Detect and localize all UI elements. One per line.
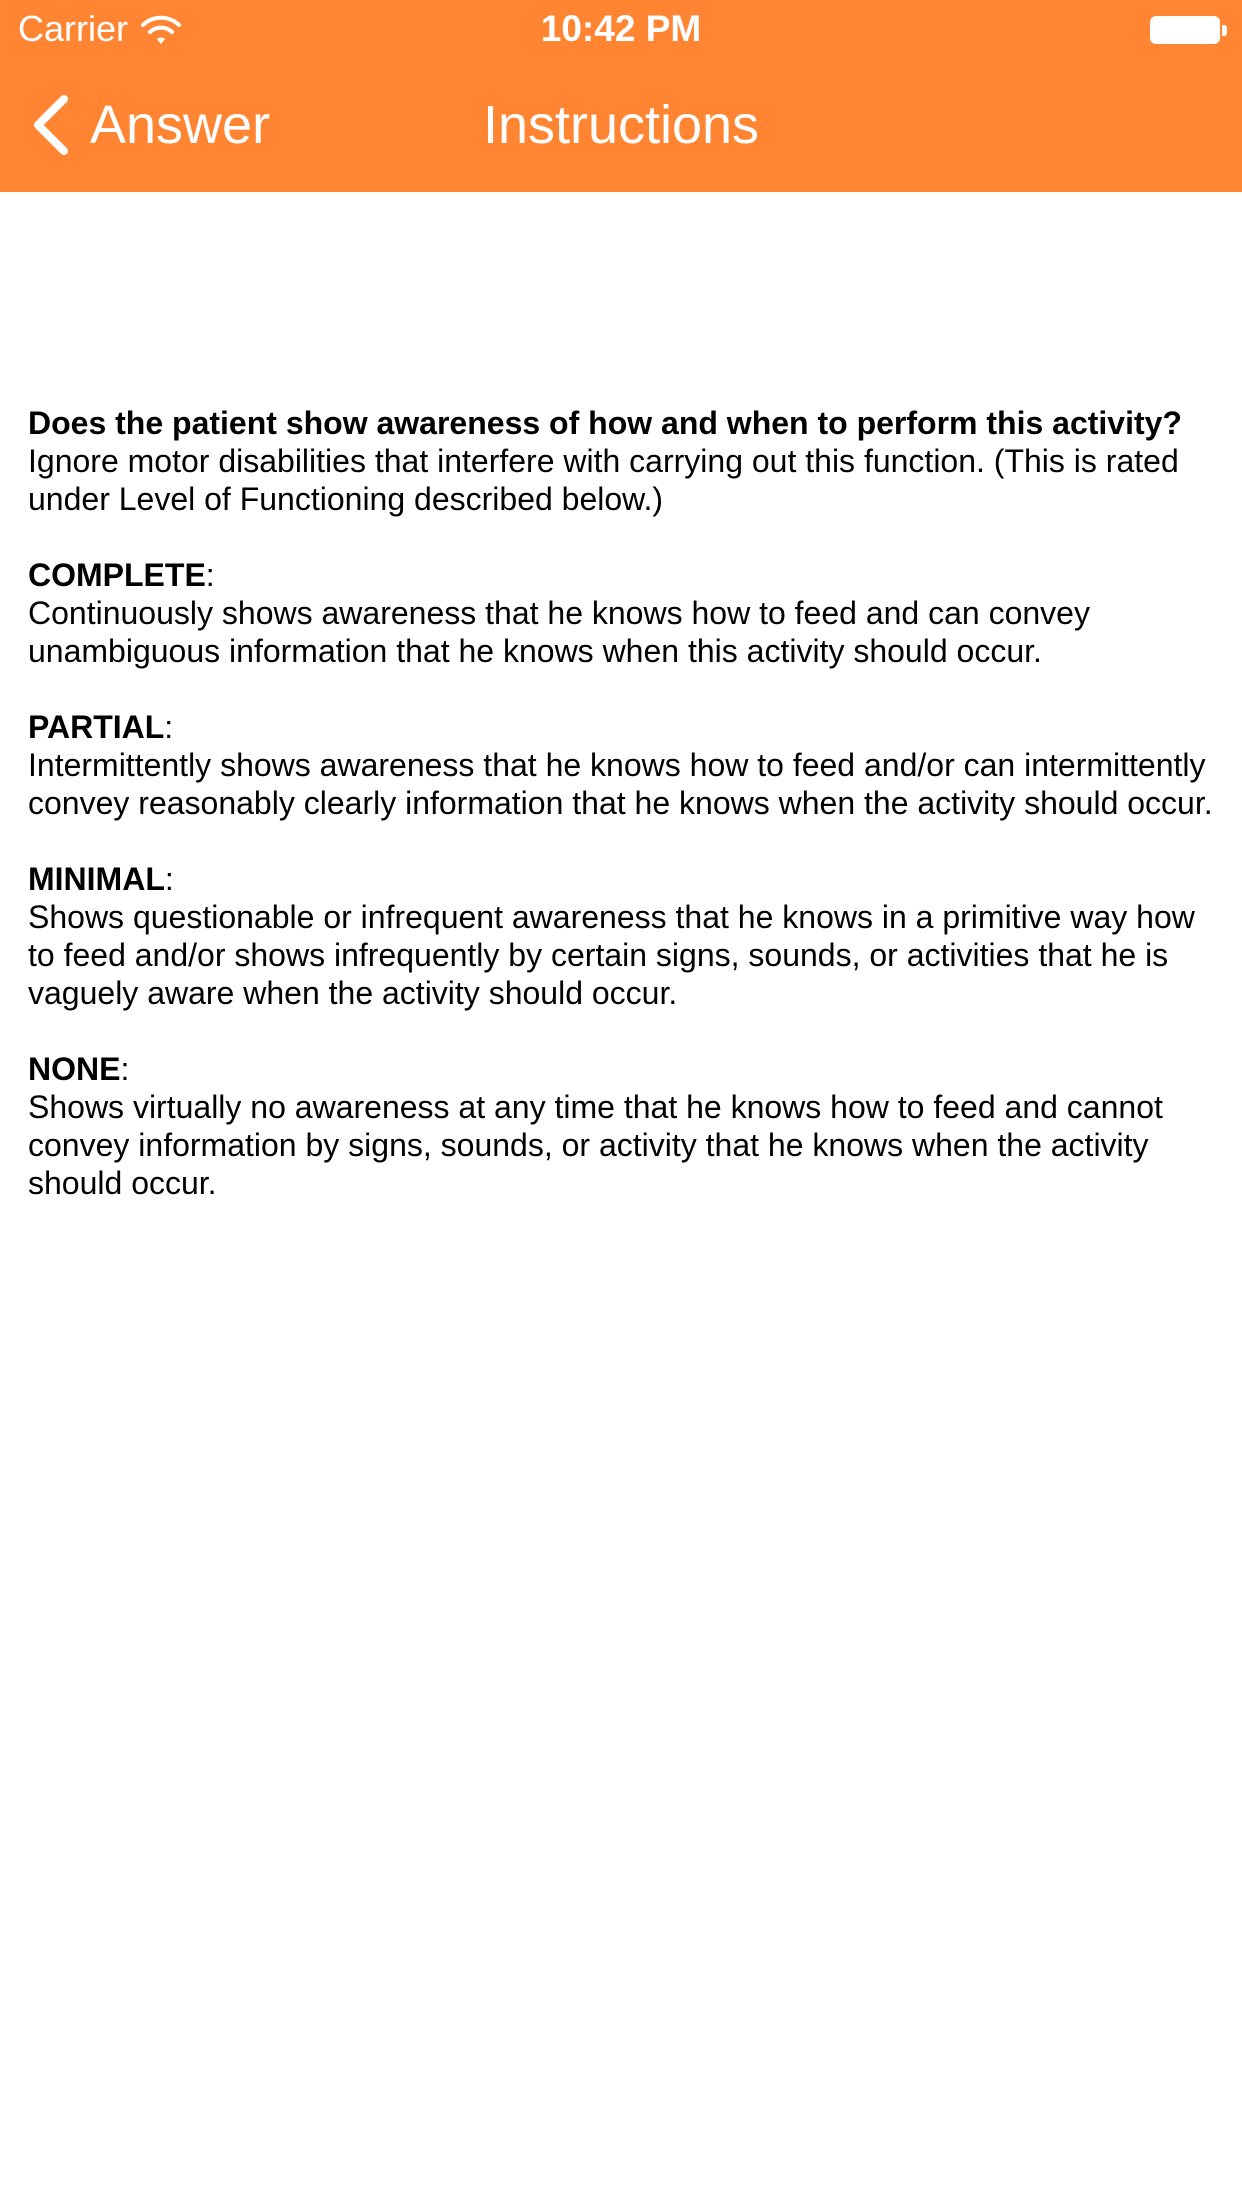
instructions-content [28,404,1214,1202]
instruction-note: Ignore motor disabilities that interfere with carrying out this function. (This is rated under Level of Functioning described below.) [28,443,1179,517]
battery-tip [1222,25,1227,36]
level-title: NONE [28,1051,121,1087]
level-description: Intermittently shows awareness that he knows how to feed and/or can intermittently convey reasonably clearly information that he knows when the activity should occur. [28,747,1213,821]
level-description: Shows questionable or infrequent awareness that he knows in a primitive way how to feed and/or shows infrequently by certain signs, sounds, or activities that he is vaguely aware when the activity should occur. [28,899,1195,1011]
navigation-header [0,0,1242,192]
level-title: PARTIAL [28,709,165,745]
level-description: Continuously shows awareness that he knows how to feed and can convey unambiguous information that he knows when this activity should occur. [28,595,1090,669]
battery-icon [1150,16,1220,44]
instruction-question: Does the patient show awareness of how and when to perform this activity? [28,405,1182,441]
level-partial: PARTIAL: Intermittently shows awareness that he knows how to feed and/or can intermittently convey reasonably clearly information that he knows when the activity should occur. [28,709,1213,821]
level-complete: COMPLETE: Continuously shows awareness that he knows how to feed and can convey unambiguous information that he knows when this activity should occur. [28,556,1214,670]
back-button-label: Answer [90,95,271,155]
status-time: 10:42 PM [540,8,702,49]
level-minimal: MINIMAL: Shows questionable or infrequent awareness that he knows in a primitive way how to feed and/or shows infrequently by certain signs, sounds, or activities that he is vaguely aware when the activity should occur. [28,860,1214,1012]
level-none: NONE: Shows virtually no awareness at any time that he knows how to feed and cannot convey information by signs, sounds, or activity that he knows when the activity should occur. [28,1050,1214,1202]
level-description: Shows virtually no awareness at any time that he knows how to feed and cannot convey information by signs, sounds, or activity that he knows when the activity should occur. [28,1089,1163,1201]
level-title: COMPLETE [28,557,206,593]
page-title: Instructions [482,95,760,155]
status-bar [0,0,1242,60]
level-title: MINIMAL [28,861,165,897]
carrier-label: Carrier [18,8,129,49]
